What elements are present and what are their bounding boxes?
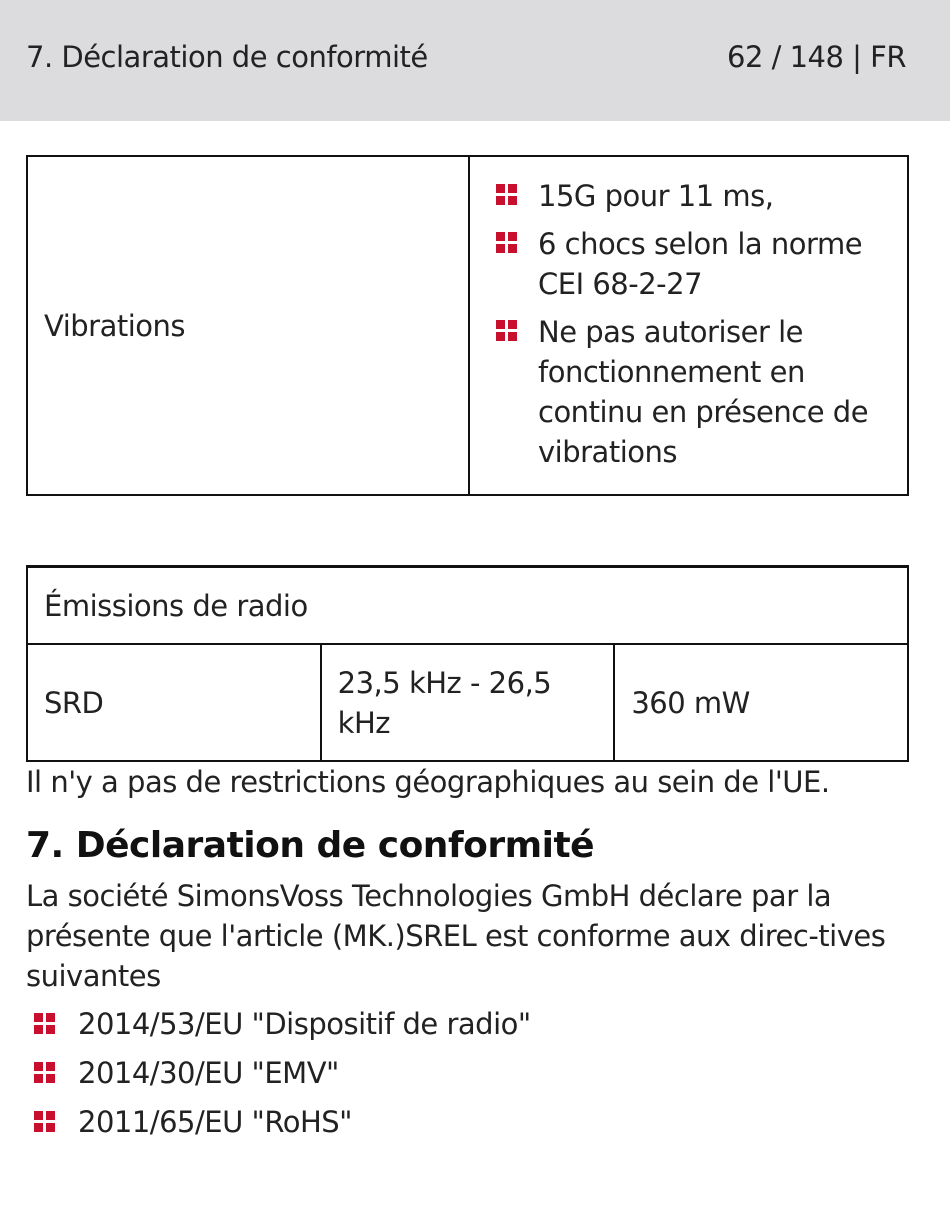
list-item [486,224,891,304]
bullet-icon [496,320,518,342]
geographic-note: Il n'y a pas de restrictions géographiques au sein de l'UE. [26,765,830,799]
list-item [26,1053,531,1102]
directive-text: 2014/53/EU "Dispositif de radio" [78,1007,531,1041]
list-item [486,176,891,216]
header-page-info: 62 / 148 | FR [727,40,906,74]
list-item-text: Ne pas autoriser le fonctionnement en continu en présence de vibrations [538,314,869,469]
directive-text: 2014/30/EU "EMV" [78,1056,339,1090]
vibrations-label: Vibrations [27,156,469,495]
radio-type-cell: SRD [27,644,321,761]
list-item [26,1102,531,1151]
list-item [26,1004,531,1053]
directive-text: 2011/65/EU "RoHS" [78,1105,352,1139]
bullet-icon [34,1013,56,1035]
vibrations-table [26,155,909,496]
radio-frequency-cell: 23,5 kHz - 26,5 kHz [321,644,615,761]
radio-emissions-table [26,565,909,762]
bullet-icon [496,184,518,206]
conformity-paragraph: La société SimonsVoss Technologies GmbH déclare par la présente que l'article (MK.)SREL est conforme aux direc-tives suivantes [26,879,886,993]
directives-list [26,1004,531,1151]
radio-table-header: Émissions de radio [27,567,908,645]
bullet-icon [34,1062,56,1084]
bullet-icon [34,1111,56,1133]
header-section-title: 7. Déclaration de conformité [26,40,428,74]
section-heading: 7. Déclaration de conformité [26,825,595,866]
page-header [0,0,950,121]
list-item [486,312,891,472]
vibrations-values [469,156,908,495]
list-item-text: 15G pour 11 ms, [538,178,774,213]
radio-power-cell: 360 mW [614,644,908,761]
bullet-icon [496,232,518,254]
list-item-text: 6 chocs selon la norme CEI 68-2-27 [538,226,863,301]
